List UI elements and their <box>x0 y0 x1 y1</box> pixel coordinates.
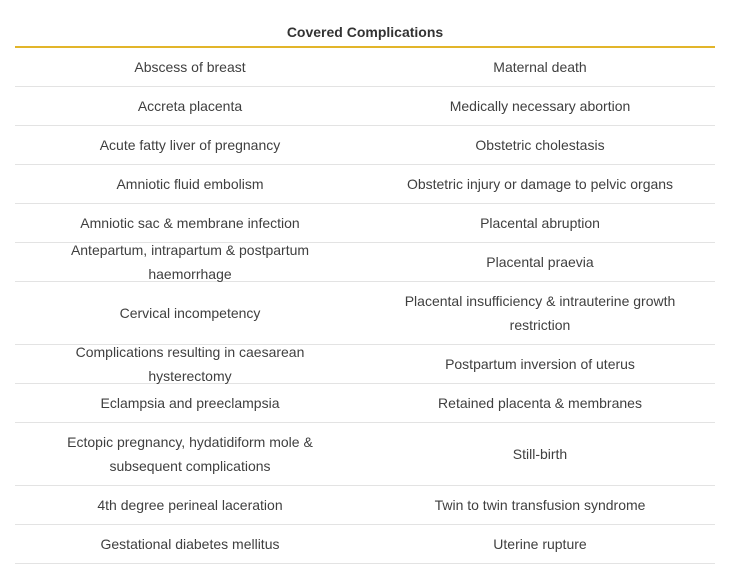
table-cell-left <box>15 48 365 86</box>
table-cell-right <box>365 48 715 86</box>
table-cell-right <box>365 165 715 203</box>
cell-text: Eclampsia and preeclampsia <box>100 395 280 411</box>
cell-text: Acute fatty liver of pregnancy <box>99 137 281 153</box>
table-cell-right <box>365 384 715 422</box>
table-cell-left <box>15 165 365 203</box>
cell-text: Ectopic pregnancy, hydatidiform mole & subsequent complications <box>67 434 313 474</box>
cell-text: Cervical incompetency <box>119 305 261 321</box>
cell-text: Placental insufficiency & intrauterine growth restriction <box>404 293 676 333</box>
table-title: Covered Complications <box>15 16 715 48</box>
table-cell-right <box>365 87 715 125</box>
table-cell-right <box>365 423 715 485</box>
table-row <box>15 243 715 282</box>
table-cell-right <box>365 282 715 344</box>
table-cell-left <box>15 126 365 164</box>
cell-text: Placental abruption <box>480 215 600 231</box>
cell-text: Placental praevia <box>486 254 594 270</box>
cell-text: Obstetric injury or damage to pelvic organs <box>406 176 674 192</box>
table-cell-right <box>365 525 715 563</box>
table-row <box>15 384 715 423</box>
cell-text: Complications resulting in caesarean hysterectomy <box>75 344 305 384</box>
table-cell-left <box>15 204 365 242</box>
table-cell-left <box>15 243 365 281</box>
table-cell-right <box>365 126 715 164</box>
table-cell-left <box>15 423 365 485</box>
cell-text: Amniotic sac & membrane infection <box>80 215 300 231</box>
table-row <box>15 345 715 384</box>
cell-text: Postpartum inversion of uterus <box>445 356 635 372</box>
complications-table <box>15 16 715 564</box>
cell-text: Antepartum, intrapartum & postpartum haemorrhage <box>70 242 310 282</box>
table-cell-right <box>365 345 715 383</box>
table-cell-left <box>15 282 365 344</box>
table-row <box>15 525 715 564</box>
cell-text: Retained placenta & membranes <box>438 395 642 411</box>
cell-text: Uterine rupture <box>493 536 587 552</box>
cell-text: 4th degree perineal laceration <box>97 497 283 513</box>
table-row <box>15 126 715 165</box>
table-cell-left <box>15 525 365 563</box>
table-row <box>15 48 715 87</box>
cell-text: Obstetric cholestasis <box>475 137 605 153</box>
cell-text: Still-birth <box>512 446 568 462</box>
table-cell-right <box>365 204 715 242</box>
table-row <box>15 165 715 204</box>
cell-text: Gestational diabetes mellitus <box>100 536 280 552</box>
cell-text: Medically necessary abortion <box>449 98 631 114</box>
cell-text: Amniotic fluid embolism <box>116 176 264 192</box>
cell-text: Abscess of breast <box>134 59 246 75</box>
cell-text: Twin to twin transfusion syndrome <box>434 497 646 513</box>
table-cell-left <box>15 345 365 383</box>
table-cell-left <box>15 384 365 422</box>
table-row <box>15 423 715 486</box>
cell-text: Accreta placenta <box>137 98 243 114</box>
table-row <box>15 282 715 345</box>
table-cell-left <box>15 87 365 125</box>
table-cell-right <box>365 486 715 524</box>
cell-text: Maternal death <box>493 59 587 75</box>
table-cell-left <box>15 486 365 524</box>
table-cell-right <box>365 243 715 281</box>
table-row <box>15 87 715 126</box>
table-row <box>15 486 715 525</box>
